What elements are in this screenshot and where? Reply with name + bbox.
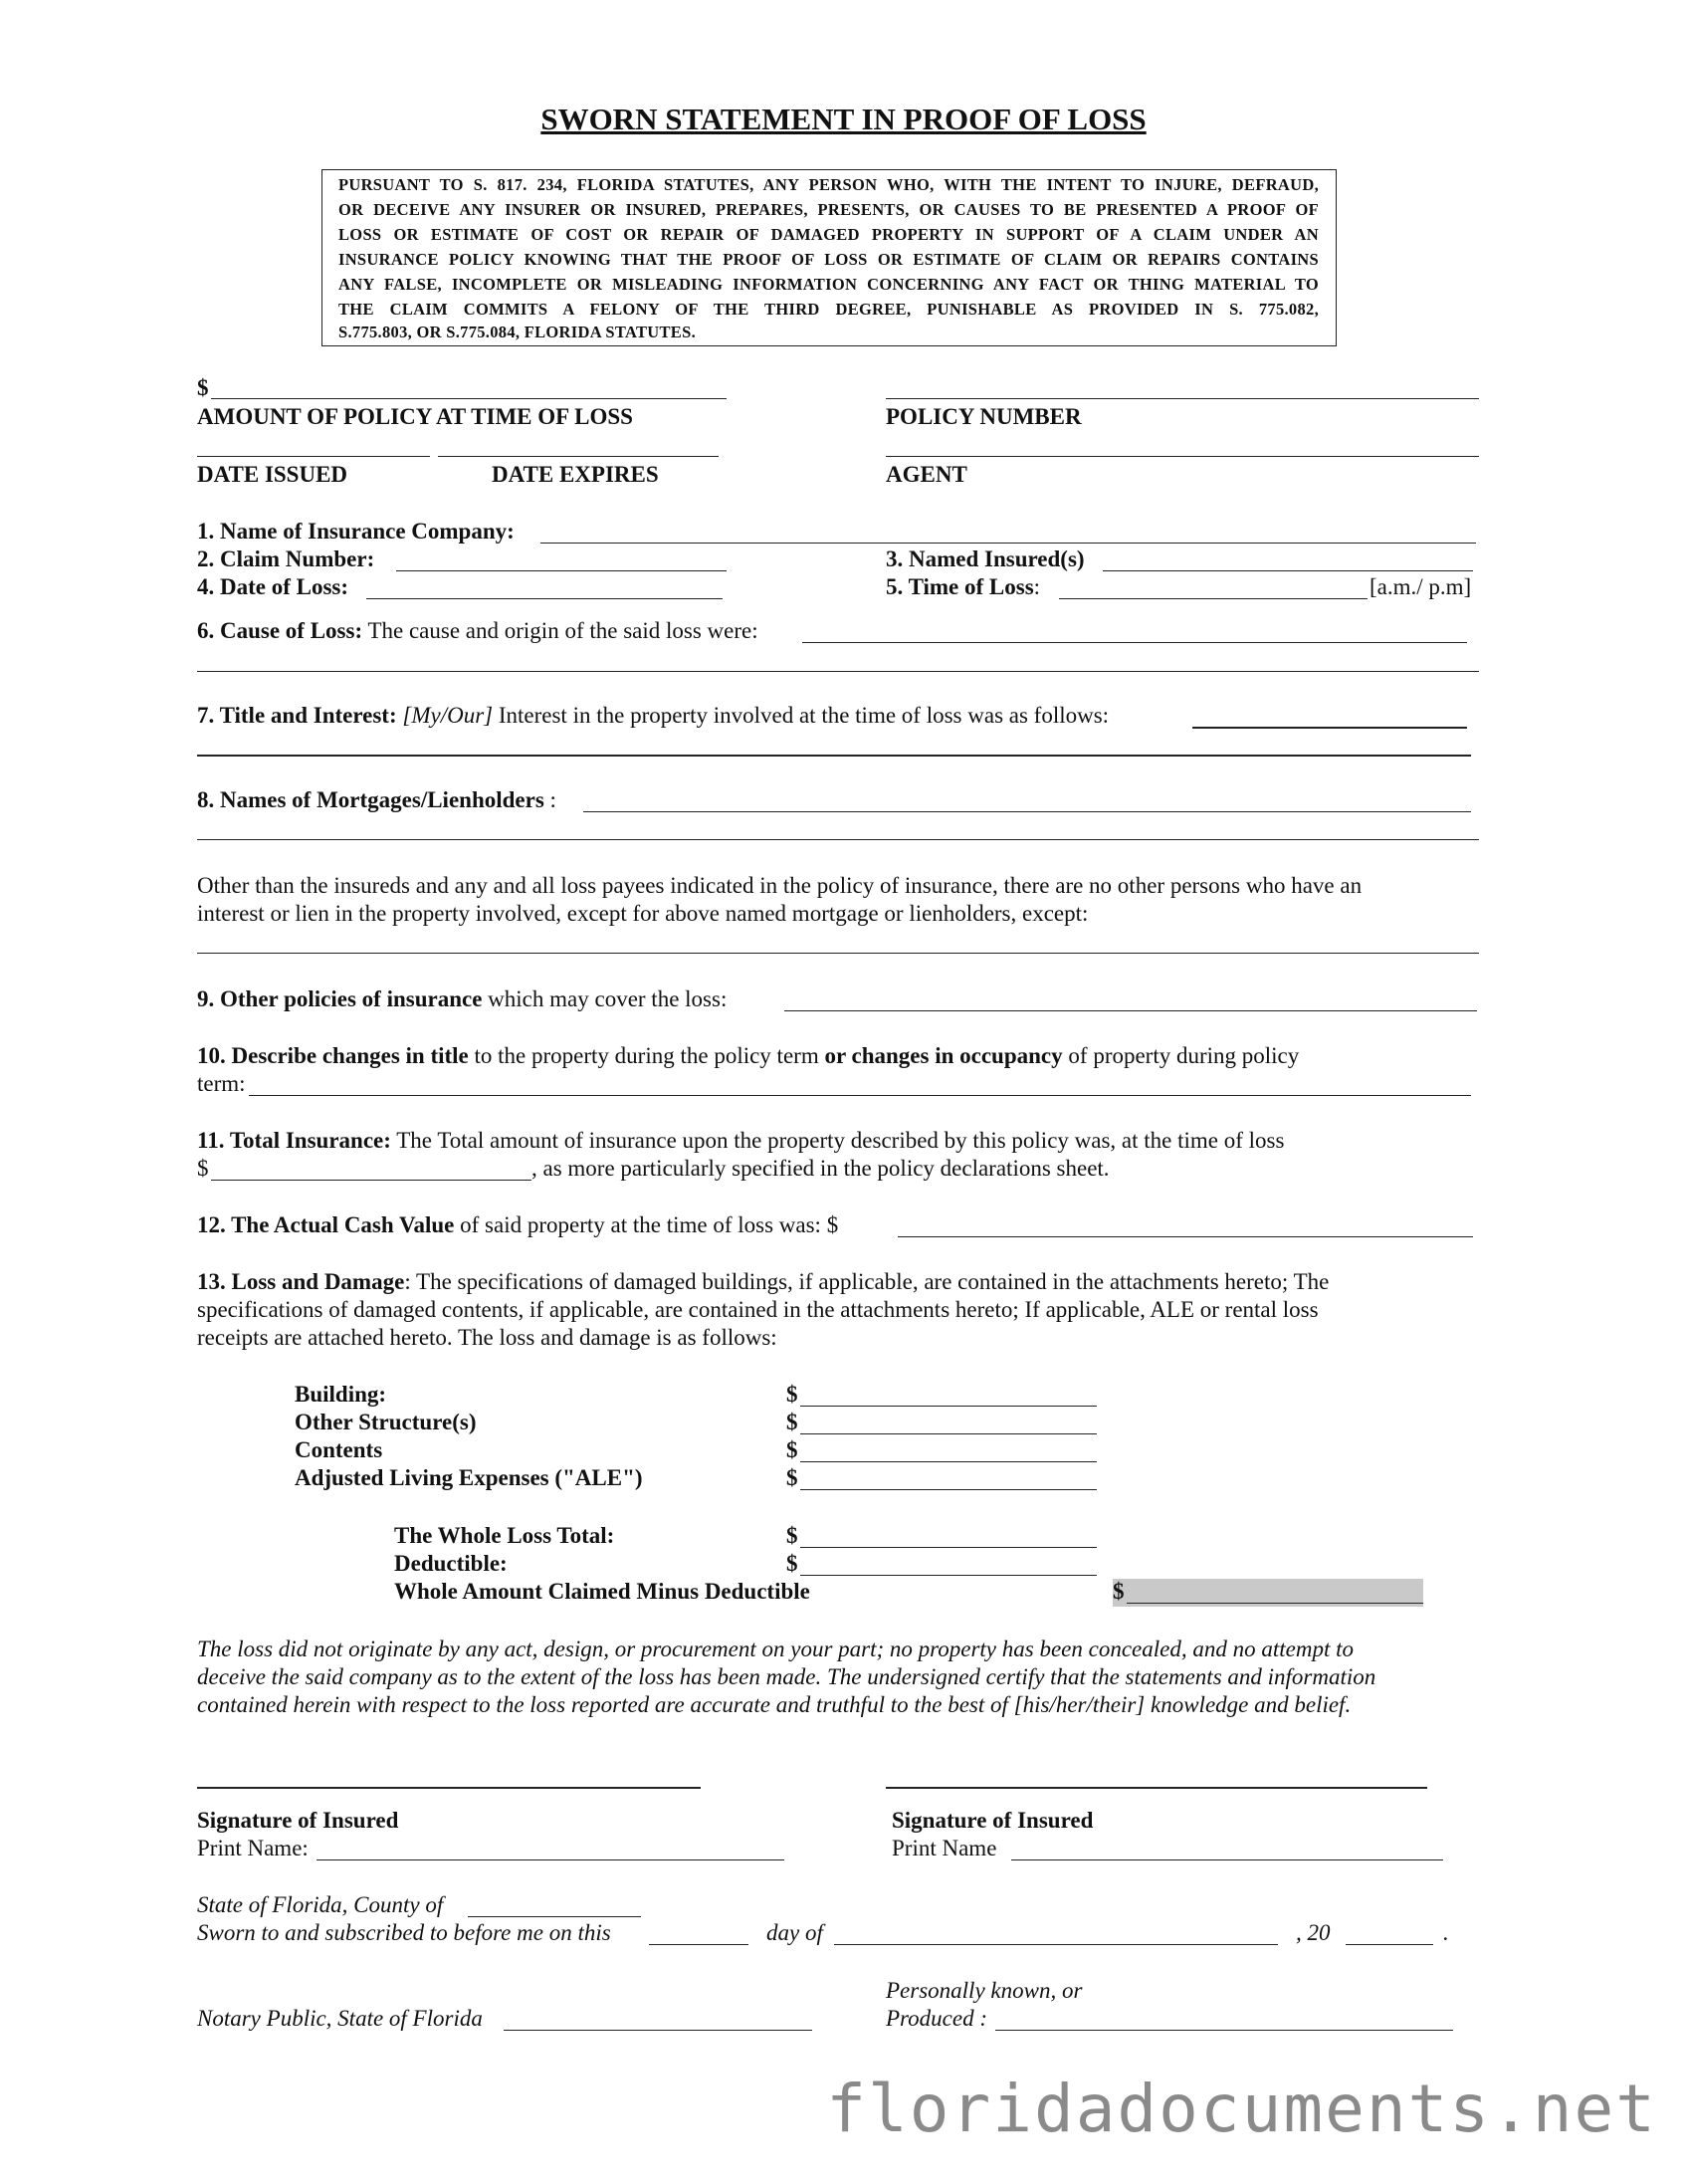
total-insurance-label: 11. Total Insurance: [197, 1128, 391, 1153]
watermark: floridadocuments.net [826, 2071, 1657, 2147]
notary-public-field[interactable] [504, 2030, 812, 2031]
contents-dollar: $ [786, 1437, 798, 1462]
building-label: Building: [295, 1382, 387, 1407]
produced-field[interactable] [995, 2030, 1453, 2031]
whole-loss-label: The Whole Loss Total: [394, 1523, 615, 1548]
loss-damage-label: 13. Loss and Damage [197, 1269, 405, 1294]
other-policies-field[interactable] [784, 1010, 1477, 1011]
warning-line: INSURANCE POLICY KNOWING THAT THE PROOF OF LOSS OR ESTIMATE OF CLAIM OR REPAIRS CONTAINS [338, 250, 1319, 269]
insurance-company-field[interactable] [540, 543, 1476, 544]
mortgages-field-2[interactable] [197, 839, 1479, 840]
sworn-period: . [1443, 1920, 1449, 1945]
ale-dollar: $ [786, 1465, 798, 1490]
mortgages-label: 8. Names of Mortgages/Lienholders [197, 787, 544, 812]
contents-label: Contents [295, 1437, 383, 1462]
total-insurance-field[interactable] [211, 1180, 531, 1181]
amount-of-policy-label: AMOUNT OF POLICY AT TIME OF LOSS [197, 404, 633, 429]
am-pm-marker: [a.m./ p.m] [1370, 574, 1472, 599]
time-of-loss-label: 5. Time of Loss [886, 574, 1034, 599]
mortgages-field[interactable] [583, 811, 1471, 812]
statute-warning-box [321, 169, 1337, 346]
year-prefix: , 20 [1296, 1920, 1331, 1945]
whole-loss-dollar: $ [786, 1523, 798, 1548]
cause-of-loss-label: 6. Cause of Loss: [197, 618, 363, 643]
other-policies-text: which may cover the loss: [482, 986, 728, 1011]
claim-number-label: 2. Claim Number: [197, 546, 375, 571]
total-insurance-tail: , as more particularly specified in the policy declarations sheet. [531, 1156, 1110, 1181]
date-of-loss-label: 4. Date of Loss: [197, 574, 349, 599]
title-interest-row [197, 702, 1109, 730]
date-expires-field[interactable] [438, 456, 719, 457]
actual-cash-value-field[interactable] [898, 1236, 1473, 1237]
loss-damage-text-3: receipts are attached hereto. The loss and damage is as follows: [197, 1325, 777, 1350]
title-interest-label: 7. Title and Interest: [197, 703, 397, 728]
actual-cash-value-label: 12. The Actual Cash Value [197, 1212, 455, 1237]
changes-in-title-end: of property during policy [1062, 1043, 1300, 1068]
changes-in-occupancy-label: or changes in occupancy [824, 1043, 1063, 1068]
changes-in-title-label: 10. Describe changes in title [197, 1043, 469, 1068]
certification-line-2: deceive the said company as to the extent of the loss has been made. The undersigned certify that the statements and information [197, 1664, 1376, 1689]
warning-line: PURSUANT TO S. 817. 234, FLORIDA STATUTES, ANY PERSON WHO, WITH THE INTENT TO INJURE, DEFRAUD, [338, 175, 1319, 194]
other-persons-field[interactable] [197, 953, 1479, 954]
deductible-label: Deductible: [394, 1551, 508, 1576]
cause-of-loss-field-2[interactable] [197, 671, 1479, 672]
signature-insured-2-field[interactable] [886, 1787, 1427, 1789]
produced-label: Produced : [886, 2006, 987, 2031]
sworn-label: Sworn to and subscribed to before me on this [197, 1920, 611, 1945]
total-insurance-row [197, 1127, 1284, 1155]
mortgages-row [197, 786, 556, 814]
sworn-month-field[interactable] [834, 1944, 1278, 1945]
building-dollar: $ [786, 1382, 798, 1407]
sworn-year-field[interactable] [1346, 1944, 1433, 1945]
day-of-label: day of [766, 1920, 823, 1945]
warning-line: S.775.803, OR S.775.084, FLORIDA STATUTES. [338, 323, 697, 341]
insurance-company-label: 1. Name of Insurance Company: [197, 519, 515, 544]
certification-line-1: The loss did not originate by any act, design, or procurement on your part; no property has been concealed, and no attempt to [197, 1637, 1354, 1661]
policy-number-label: POLICY NUMBER [886, 404, 1082, 429]
changes-in-title-field[interactable] [249, 1095, 1471, 1096]
cause-of-loss-row [197, 617, 758, 645]
print-name-1-field[interactable] [316, 1859, 784, 1860]
amount-dollar-sign: $ [197, 375, 209, 400]
deductible-amount-field[interactable] [800, 1575, 1097, 1576]
signature-insured-1-label: Signature of Insured [197, 1808, 399, 1833]
actual-cash-value-row [197, 1211, 838, 1239]
date-issued-field[interactable] [197, 456, 430, 457]
personally-known-label: Personally known, or [886, 1978, 1083, 2003]
agent-field[interactable] [886, 456, 1479, 457]
warning-line: THE CLAIM COMMITS A FELONY OF THE THIRD DEGREE, PUNISHABLE AS PROVIDED IN S. 775.082, [338, 300, 1319, 319]
claimed-label: Whole Amount Claimed Minus Deductible [394, 1579, 810, 1604]
date-issued-label: DATE ISSUED [197, 462, 348, 487]
time-of-loss-colon: : [1033, 574, 1041, 599]
ale-label: Adjusted Living Expenses ("ALE") [295, 1465, 643, 1490]
date-expires-label: DATE EXPIRES [492, 462, 659, 487]
other-persons-text-1: Other than the insureds and any and all loss payees indicated in the policy of insurance, there are no other persons who have an [197, 873, 1363, 898]
cause-of-loss-field[interactable] [802, 642, 1467, 643]
claimed-dollar: $ [1113, 1579, 1125, 1604]
other-policies-label: 9. Other policies of insurance [197, 986, 483, 1011]
county-field[interactable] [468, 1916, 641, 1917]
loss-damage-text-1: : The specifications of damaged buildings, if applicable, are contained in the attachments hereto; The [404, 1269, 1330, 1294]
title-interest-field[interactable] [1192, 727, 1467, 729]
other-structures-label: Other Structure(s) [295, 1410, 477, 1434]
loss-damage-row [197, 1268, 1329, 1296]
claim-number-field[interactable] [396, 570, 727, 571]
cause-of-loss-text: The cause and origin of the said loss were: [362, 618, 758, 643]
title-interest-text: Interest in the property involved at the time of loss was as follows: [493, 703, 1110, 728]
other-policies-row [197, 985, 727, 1013]
amount-of-policy-field[interactable] [211, 398, 727, 399]
agent-label: AGENT [886, 462, 967, 487]
whole-loss-amount-field[interactable] [800, 1547, 1097, 1548]
loss-damage-text-2: specifications of damaged contents, if applicable, are contained in the attachments hereto; If applicable, ALE or rental loss [197, 1297, 1319, 1322]
contents-amount-field[interactable] [800, 1461, 1097, 1462]
time-of-loss-field[interactable] [1059, 598, 1368, 599]
changes-in-title-mid: to the property during the policy term [468, 1043, 825, 1068]
my-our-bracket: [My/Our] [396, 703, 494, 728]
actual-cash-value-text: of said property at the time of loss was: $ [454, 1212, 839, 1237]
changes-in-title-row [197, 1042, 1299, 1070]
mortgages-colon: : [543, 787, 556, 812]
warning-line: LOSS OR ESTIMATE OF COST OR REPAIR OF DAMAGED PROPERTY IN SUPPORT OF A CLAIM UNDER AN [338, 225, 1319, 244]
warning-line: OR DECEIVE ANY INSURER OR INSURED, PREPARES, PRESENTS, OR CAUSES TO BE PRESENTED A PROOF OF [338, 200, 1319, 219]
signature-insured-1-field[interactable] [197, 1787, 701, 1789]
state-county-label: State of Florida, County of [197, 1892, 444, 1917]
building-amount-field[interactable] [800, 1406, 1097, 1407]
sworn-day-field[interactable] [649, 1944, 748, 1945]
print-name-1-label: Print Name: [197, 1836, 309, 1860]
signature-insured-2-label: Signature of Insured [892, 1808, 1094, 1833]
print-name-2-field[interactable] [1011, 1859, 1443, 1860]
other-structures-amount-field[interactable] [800, 1433, 1097, 1434]
other-persons-text-2: interest or lien in the property involved, except for above named mortgage or lienholders, except: [197, 901, 1089, 926]
print-name-2-label: Print Name [892, 1836, 997, 1860]
total-insurance-text: The Total amount of insurance upon the property described by this policy was, at the time of loss [390, 1128, 1285, 1153]
policy-number-field[interactable] [886, 398, 1479, 399]
other-structures-dollar: $ [786, 1410, 798, 1434]
total-insurance-dollar: $ [197, 1156, 209, 1181]
title-interest-field-2[interactable] [197, 755, 1471, 757]
certification-line-3: contained herein with respect to the loss reported are accurate and truthful to the best of [his/her/their] knowledge and belief. [197, 1692, 1352, 1717]
deductible-dollar: $ [786, 1551, 798, 1576]
warning-line: ANY FALSE, INCOMPLETE OR MISLEADING INFORMATION CONCERNING ANY FACT OR THING MATERIAL TO [338, 275, 1319, 294]
time-of-loss-label-wrap [886, 573, 1040, 601]
named-insured-field[interactable] [1103, 570, 1473, 571]
notary-public-label: Notary Public, State of Florida [197, 2006, 483, 2031]
page-title: SWORN STATEMENT IN PROOF OF LOSS [540, 102, 1147, 136]
ale-amount-field[interactable] [800, 1489, 1097, 1490]
named-insured-label: 3. Named Insured(s) [886, 546, 1085, 571]
term-label: term: [197, 1071, 246, 1096]
claimed-amount-field[interactable] [1127, 1603, 1423, 1604]
date-of-loss-field[interactable] [366, 598, 723, 599]
